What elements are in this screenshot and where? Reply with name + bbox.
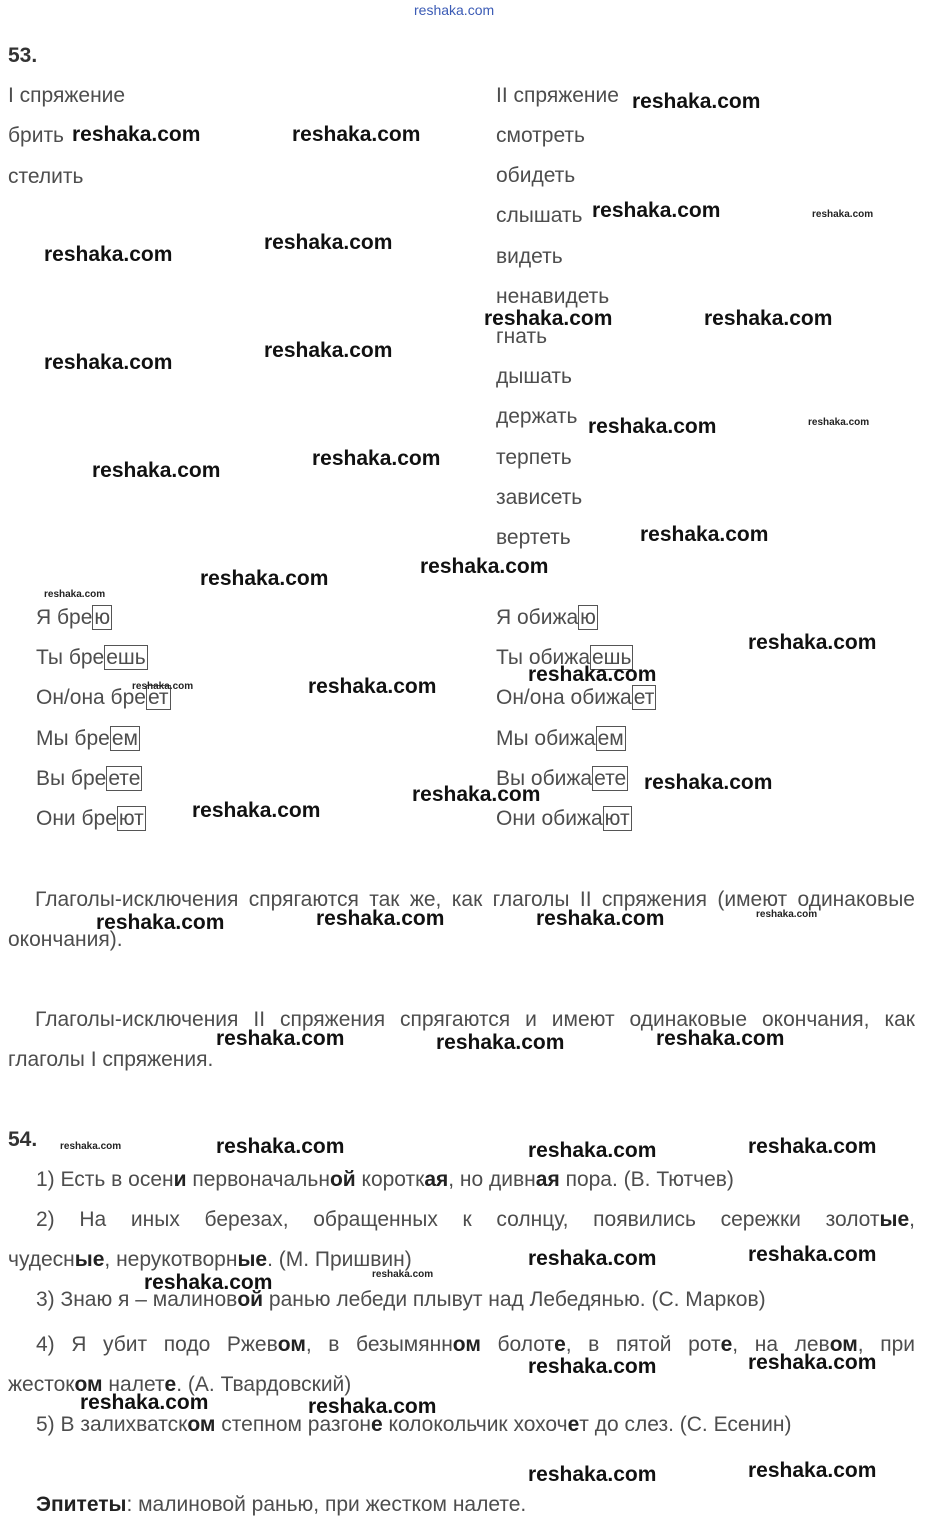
text-segment: болот — [480, 1333, 555, 1356]
watermark: reshaka.com — [200, 567, 329, 590]
watermark: reshaka.com — [808, 417, 870, 428]
conjugation-row — [496, 726, 626, 752]
conjugation-row — [36, 645, 148, 671]
text-segment: степном разгон — [215, 1413, 371, 1436]
text-segment: , в пятой рот — [565, 1333, 721, 1356]
verb-stem: Я обижа — [496, 606, 579, 629]
col1-header: I спряжение — [8, 84, 126, 107]
bold-ending: ом — [74, 1373, 103, 1396]
watermark: reshaka.com — [216, 1135, 345, 1158]
col2-word: смотреть — [496, 124, 585, 147]
watermark: reshaka.com — [748, 1135, 877, 1158]
watermark: reshaka.com — [592, 199, 721, 222]
verb-ending-box: ем — [111, 726, 138, 750]
watermark: reshaka.com — [640, 523, 769, 546]
watermark: reshaka.com — [420, 555, 549, 578]
watermark: reshaka.com — [44, 243, 173, 266]
verb-stem: Мы бре — [36, 726, 110, 750]
text-segment: жесток — [8, 1373, 75, 1396]
col2-word: вертеть — [496, 526, 571, 549]
conjugation-row — [36, 605, 112, 631]
text-segment: 2) На иных березах, обращенных к солнцу, появились сережки золот — [36, 1208, 880, 1231]
watermark: reshaka.com — [588, 415, 717, 438]
bold-ending: ые — [237, 1248, 268, 1271]
watermark: reshaka.com — [192, 799, 321, 822]
verb-ending-box: ю — [580, 606, 596, 629]
col2-word: обидеть — [496, 164, 576, 188]
watermark: reshaka.com — [144, 1271, 273, 1294]
watermark: reshaka.com — [536, 907, 665, 930]
verb-ending-box: ют — [604, 807, 630, 830]
text-segment: 1) Есть в осен — [36, 1168, 174, 1191]
col2-header: II спряжение — [496, 84, 619, 107]
verb-stem: Я бре — [36, 606, 93, 629]
verb-stem: Ты бре — [36, 646, 105, 670]
watermark: reshaka.com — [528, 1247, 657, 1270]
watermark: reshaka.com — [92, 459, 221, 482]
watermark: reshaka.com — [704, 307, 833, 330]
col2-word: зависеть — [496, 485, 583, 509]
verb-stem: Ты обижа — [496, 646, 590, 670]
col2-word: слышать — [496, 204, 583, 228]
text-segment: , на лев — [732, 1333, 830, 1356]
text-segment: , но дивн — [448, 1168, 536, 1191]
text-segment: , в безымянн — [305, 1333, 453, 1356]
watermark: reshaka.com — [44, 589, 106, 600]
epithets-line: Эпитеты: малиновой ранью, при жестком налете. — [36, 1493, 527, 1516]
verb-stem: Они бре — [36, 807, 117, 830]
bold-ending: ая — [535, 1168, 560, 1191]
text-segment: . (А. Твардовский) — [176, 1373, 352, 1396]
col2-word: ненавидеть — [496, 284, 610, 308]
watermark: reshaka.com — [748, 1351, 877, 1374]
watermark: reshaka.com — [412, 783, 541, 806]
exercise-number-54: 54. — [8, 1128, 38, 1151]
watermark: reshaka.com — [748, 1243, 877, 1266]
bold-ending: ом — [452, 1333, 481, 1356]
paragraph-2: Глаголы-исключения II спряжения спрягаются и имеют одинаковые окончания, как глаголы I спряжения. — [8, 1008, 915, 1071]
watermark: reshaka.com — [656, 1027, 785, 1050]
bold-ending: е — [554, 1333, 566, 1356]
watermark: reshaka.com — [484, 307, 613, 330]
verb-ending-box: ем — [597, 726, 624, 750]
watermark: reshaka.com — [632, 90, 761, 113]
conjugation-row — [36, 766, 142, 792]
sentence-2a — [36, 1207, 915, 1233]
watermark: reshaka.com — [436, 1031, 565, 1054]
sentence-1 — [36, 1167, 734, 1193]
col1-word: стелить — [8, 164, 84, 188]
watermark: reshaka.com — [292, 123, 421, 146]
watermark: reshaka.com — [644, 771, 773, 794]
bold-ending: ой — [329, 1168, 356, 1191]
conjugation-row — [36, 806, 146, 832]
verb-stem: Мы обижа — [496, 726, 596, 750]
col2-word: дышать — [496, 365, 572, 389]
text-segment: т до слез. (С. Есенин) — [579, 1413, 792, 1436]
text-segment: чудесн — [8, 1248, 75, 1271]
watermark: reshaka.com — [264, 231, 393, 254]
bold-ending: ом — [829, 1333, 858, 1356]
text-segment: 4) Я убит подо Ржев — [36, 1333, 278, 1356]
watermark: reshaka.com — [308, 675, 437, 698]
watermark: reshaka.com — [528, 663, 657, 686]
verb-stem: Он/она обижа — [496, 686, 632, 710]
text-segment: первоначальн — [186, 1168, 330, 1191]
watermark: reshaka.com — [748, 1459, 877, 1482]
sentence-2b — [8, 1247, 412, 1273]
bold-ending: ые — [74, 1248, 105, 1271]
verb-ending-box: ют — [118, 807, 144, 830]
col2-word: держать — [496, 405, 578, 429]
bold-ending: и — [173, 1168, 187, 1191]
site-link[interactable]: reshaka.com — [414, 2, 495, 18]
watermark: reshaka.com — [264, 339, 393, 362]
text-segment: , при — [857, 1333, 915, 1356]
text-segment: налет — [102, 1373, 165, 1396]
watermark: reshaka.com — [528, 1463, 657, 1486]
text-segment: коротк — [355, 1168, 425, 1191]
text-segment: . (М. Пришвин) — [267, 1248, 412, 1271]
watermark: reshaka.com — [72, 123, 201, 146]
verb-ending-box: ешь — [592, 646, 632, 670]
watermark: reshaka.com — [312, 447, 441, 470]
verb-ending-box: ете — [108, 766, 141, 790]
conjugation-row — [496, 806, 632, 832]
watermark: reshaka.com — [44, 351, 173, 374]
watermark: reshaka.com — [748, 631, 877, 654]
conjugation-row — [36, 726, 140, 752]
verb-ending-box: ет — [633, 686, 655, 710]
verb-stem: Вы обижа — [496, 766, 593, 790]
verb-ending-box: ет — [147, 686, 169, 710]
watermark: reshaka.com — [528, 1355, 657, 1378]
watermark: reshaka.com — [308, 1395, 437, 1418]
text-segment: пора. (В. Тютчев) — [559, 1168, 734, 1191]
watermark: reshaka.com — [96, 911, 225, 934]
conjugation-row — [496, 605, 598, 631]
text-segment: колокольчик хохоч — [382, 1413, 568, 1436]
bold-ending: е — [164, 1373, 177, 1396]
bold-ending: ом — [187, 1413, 216, 1436]
watermark: reshaka.com — [316, 907, 445, 930]
watermark: reshaka.com — [132, 681, 194, 692]
watermark: reshaka.com — [60, 1141, 122, 1152]
col2-word: гнать — [496, 325, 548, 348]
epithets-label: Эпитеты — [36, 1493, 127, 1516]
col2-word: видеть — [496, 244, 563, 268]
verb-ending-box: ете — [594, 766, 627, 790]
bold-ending: ой — [237, 1288, 264, 1311]
bold-ending: е — [720, 1333, 733, 1356]
watermark: reshaka.com — [216, 1027, 345, 1050]
verb-stem: Вы бре — [36, 766, 107, 790]
exercise-number-53: 53. — [8, 44, 38, 67]
verb-stem: Он/она бре — [36, 686, 146, 710]
verb-ending-box: ешь — [106, 646, 146, 670]
col1-word: брить — [8, 124, 64, 147]
conjugation-row — [496, 685, 656, 711]
text-segment: , нерукотворн — [104, 1248, 238, 1271]
watermark: reshaka.com — [372, 1269, 434, 1280]
verb-ending-box: ю — [94, 606, 111, 629]
col2-word: терпеть — [496, 445, 572, 469]
watermark: reshaka.com — [756, 909, 818, 920]
text-segment: 5) В залихватск — [36, 1413, 188, 1436]
bold-ending: е — [567, 1413, 580, 1436]
text-segment: ранью лебеди плывут над Лебедянью. (С. Марков) — [263, 1288, 766, 1311]
bold-ending: ом — [277, 1333, 306, 1356]
watermark: reshaka.com — [528, 1139, 657, 1162]
watermark: reshaka.com — [812, 209, 874, 220]
bold-ending: е — [371, 1413, 383, 1436]
text-segment: , — [909, 1208, 915, 1231]
watermark: reshaka.com — [80, 1391, 209, 1414]
bold-ending: ая — [424, 1168, 449, 1191]
paragraph-1: Глаголы-исключения спрягаются так же, как глаголы II спряжения (имеют одинаковые окончания). — [8, 888, 915, 951]
bold-ending: ые — [879, 1208, 910, 1231]
verb-stem: Они обижа — [496, 807, 603, 830]
text-segment: 3) Знаю я – малинов — [36, 1288, 238, 1311]
